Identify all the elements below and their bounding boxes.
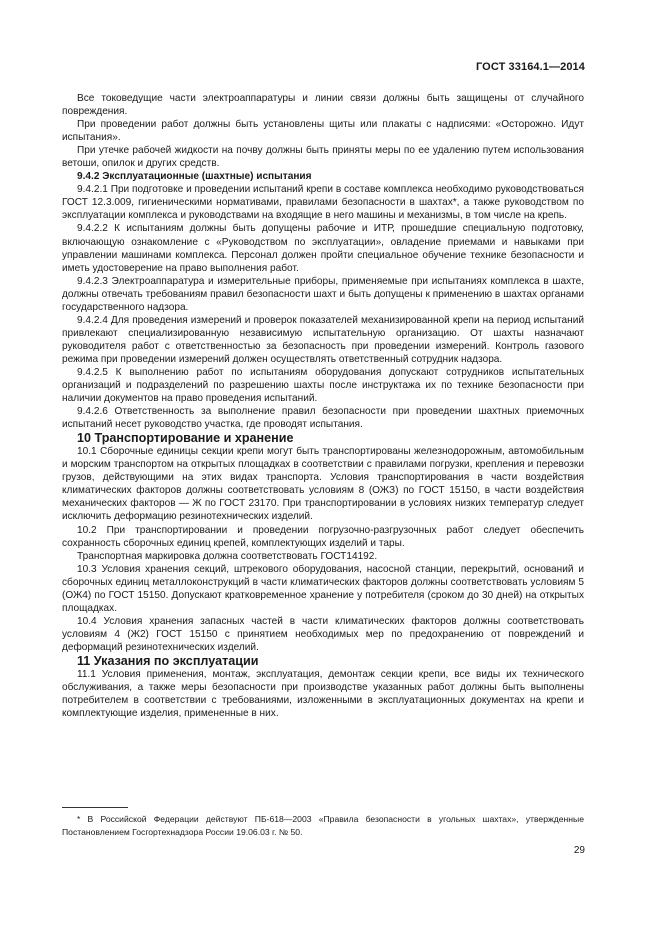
paragraph: Все токоведущие части электроаппаратуры и линии связи должны быть защищены от случайного повреждения. <box>62 93 584 118</box>
paragraph-11-1: 11.1 Условия применения, монтаж, эксплуатация, демонтаж секции крепи, все виды их технического обслуживания, а также меры безопасности при производстве указанных работ должны быть выполнены потребителем в соответствии с требованиями, изложенными в эксплуатационных документах на крепи и комплектующие изделия, примененные в них. <box>62 668 584 720</box>
paragraph-9-4-2-4: 9.4.2.4 Для проведения измерений и проверок показателей механизированной крепи на период испытаний привлекают специализированную независимую испытательную организацию. От шахты назначают руководителя работ с ответственностью за безопасность при проведении измерений. Контроль газового режима при проведении измерений должен осуществлять ответственный сотрудник надзора. <box>62 314 584 365</box>
footnote: * В Российской Федерации действуют ПБ-618—2003 «Правила безопасности в угольных шахтах», утвержденные Постановлением Госгортехнадзора России 19.06.03 г. № 50. <box>62 814 584 837</box>
paragraph: При утечке рабочей жидкости на почву должны быть приняты меры по ее удалению путем использования ветоши, опилок и других средств. <box>62 145 584 170</box>
subsection-title-9-4-2: 9.4.2 Эксплуатационные (шахтные) испытания <box>77 171 312 183</box>
section-title-10: 10 Транспортирование и хранение <box>77 431 294 446</box>
standard-header: ГОСТ 33164.1—2014 <box>475 61 585 73</box>
paragraph: При проведении работ должны быть установлены щиты или плакаты с надписями: «Осторожно. Идут испытания». <box>62 119 584 144</box>
paragraph-10-1: 10.1 Сборочные единицы секции крепи могут быть транспортированы железнодорожным, автомобильным и морским транспортом на открытых площадках в соответствии с правилами погрузки, крепления и перевозки грузов, действующими на этих видах транспорта. Условия транспортирования в части воздействия климатических факторов должны соответствовать условиям 8 (ОЖЗ) по ГОСТ 15150, в части воздействия механических факторов — Ж по ГОСТ 23170. При транспортировании в условиях низких температур следует исключить деформацию резинотехнических изделий. <box>62 446 584 523</box>
paragraph-9-4-2-2: 9.4.2.2 К испытаниям должны быть допущены рабочие и ИТР, прошедшие специальную подготовку, включающую ознакомление с «Руководством по эксплуатации», овладение приемами и навыками при управлении машинами комплекса. Персонал должен пройти специальное обучение технике безопасности и иметь удостоверение на право выполнения работ. <box>62 223 584 274</box>
paragraph-9-4-2-5: 9.4.2.5 К выполнению работ по испытаниям оборудования допускают сотрудников испытательных организаций и подразделений по разрешению шахты после инструктажа их по технике безопасности при наличии документов на право проведения испытаний. <box>62 366 584 405</box>
footnote-divider <box>62 807 128 808</box>
paragraph-10-2-marking: Транспортная маркировка должна соответствовать ГОСТ14192. <box>77 550 378 562</box>
paragraph-9-4-2-1: 9.4.2.1 При подготовке и проведении испытаний крепи в составе комплекса необходимо руководствоваться ГОСТ 12.3.009, гигиеническими нормативами, правилами безопасности в шахтах*, а также руководством по эксплуатации комплекса и руководствами на входящие в него машины и механизмы, в том числе на крепь. <box>62 184 584 222</box>
section-title-11: 11 Указания по эксплуатации <box>77 653 259 668</box>
paragraph-9-4-2-3: 9.4.2.3 Электроаппаратура и измерительные приборы, применяемые при испытаниях комплекса в шахте, должны отвечать требованиям правил безопасности шахт и быть допущены к применению в шахтах органами государственного надзора. <box>62 275 584 313</box>
paragraph-9-4-2-6: 9.4.2.6 Ответственность за выполнение правил безопасности при проведении шахтных приемочных испытаний несет руководство участка, где проводят испытания. <box>62 406 584 431</box>
paragraph-10-4: 10.4 Условия хранения запасных частей в части климатических факторов должны соответствовать условиям 4 (Ж2) ГОСТ 15150 с принятием необходимых мер по предохранению от повреждений и деформаций резинотехнических изделий. <box>62 615 584 653</box>
body-text <box>62 92 584 720</box>
page-number: 29 <box>573 845 585 856</box>
paragraph-10-3: 10.3 Условия хранения секций, штрекового оборудования, насосной станции, перекрытий, оснований и сборочных единиц металлоконструкций в части климатических факторов должны соответствовать условиям 5 (ОЖ4) по ГОСТ 15150. Допускают кратковременное хранение у потребителя (сроком до 30 дней) на открытых площадках. <box>62 563 584 614</box>
paragraph-10-2: 10.2 При транспортировании и проведении погрузочно-разгрузочных работ следует обеспечить сохранность сборочных единиц крепей, комплектующих изделий и тары. <box>62 524 584 549</box>
